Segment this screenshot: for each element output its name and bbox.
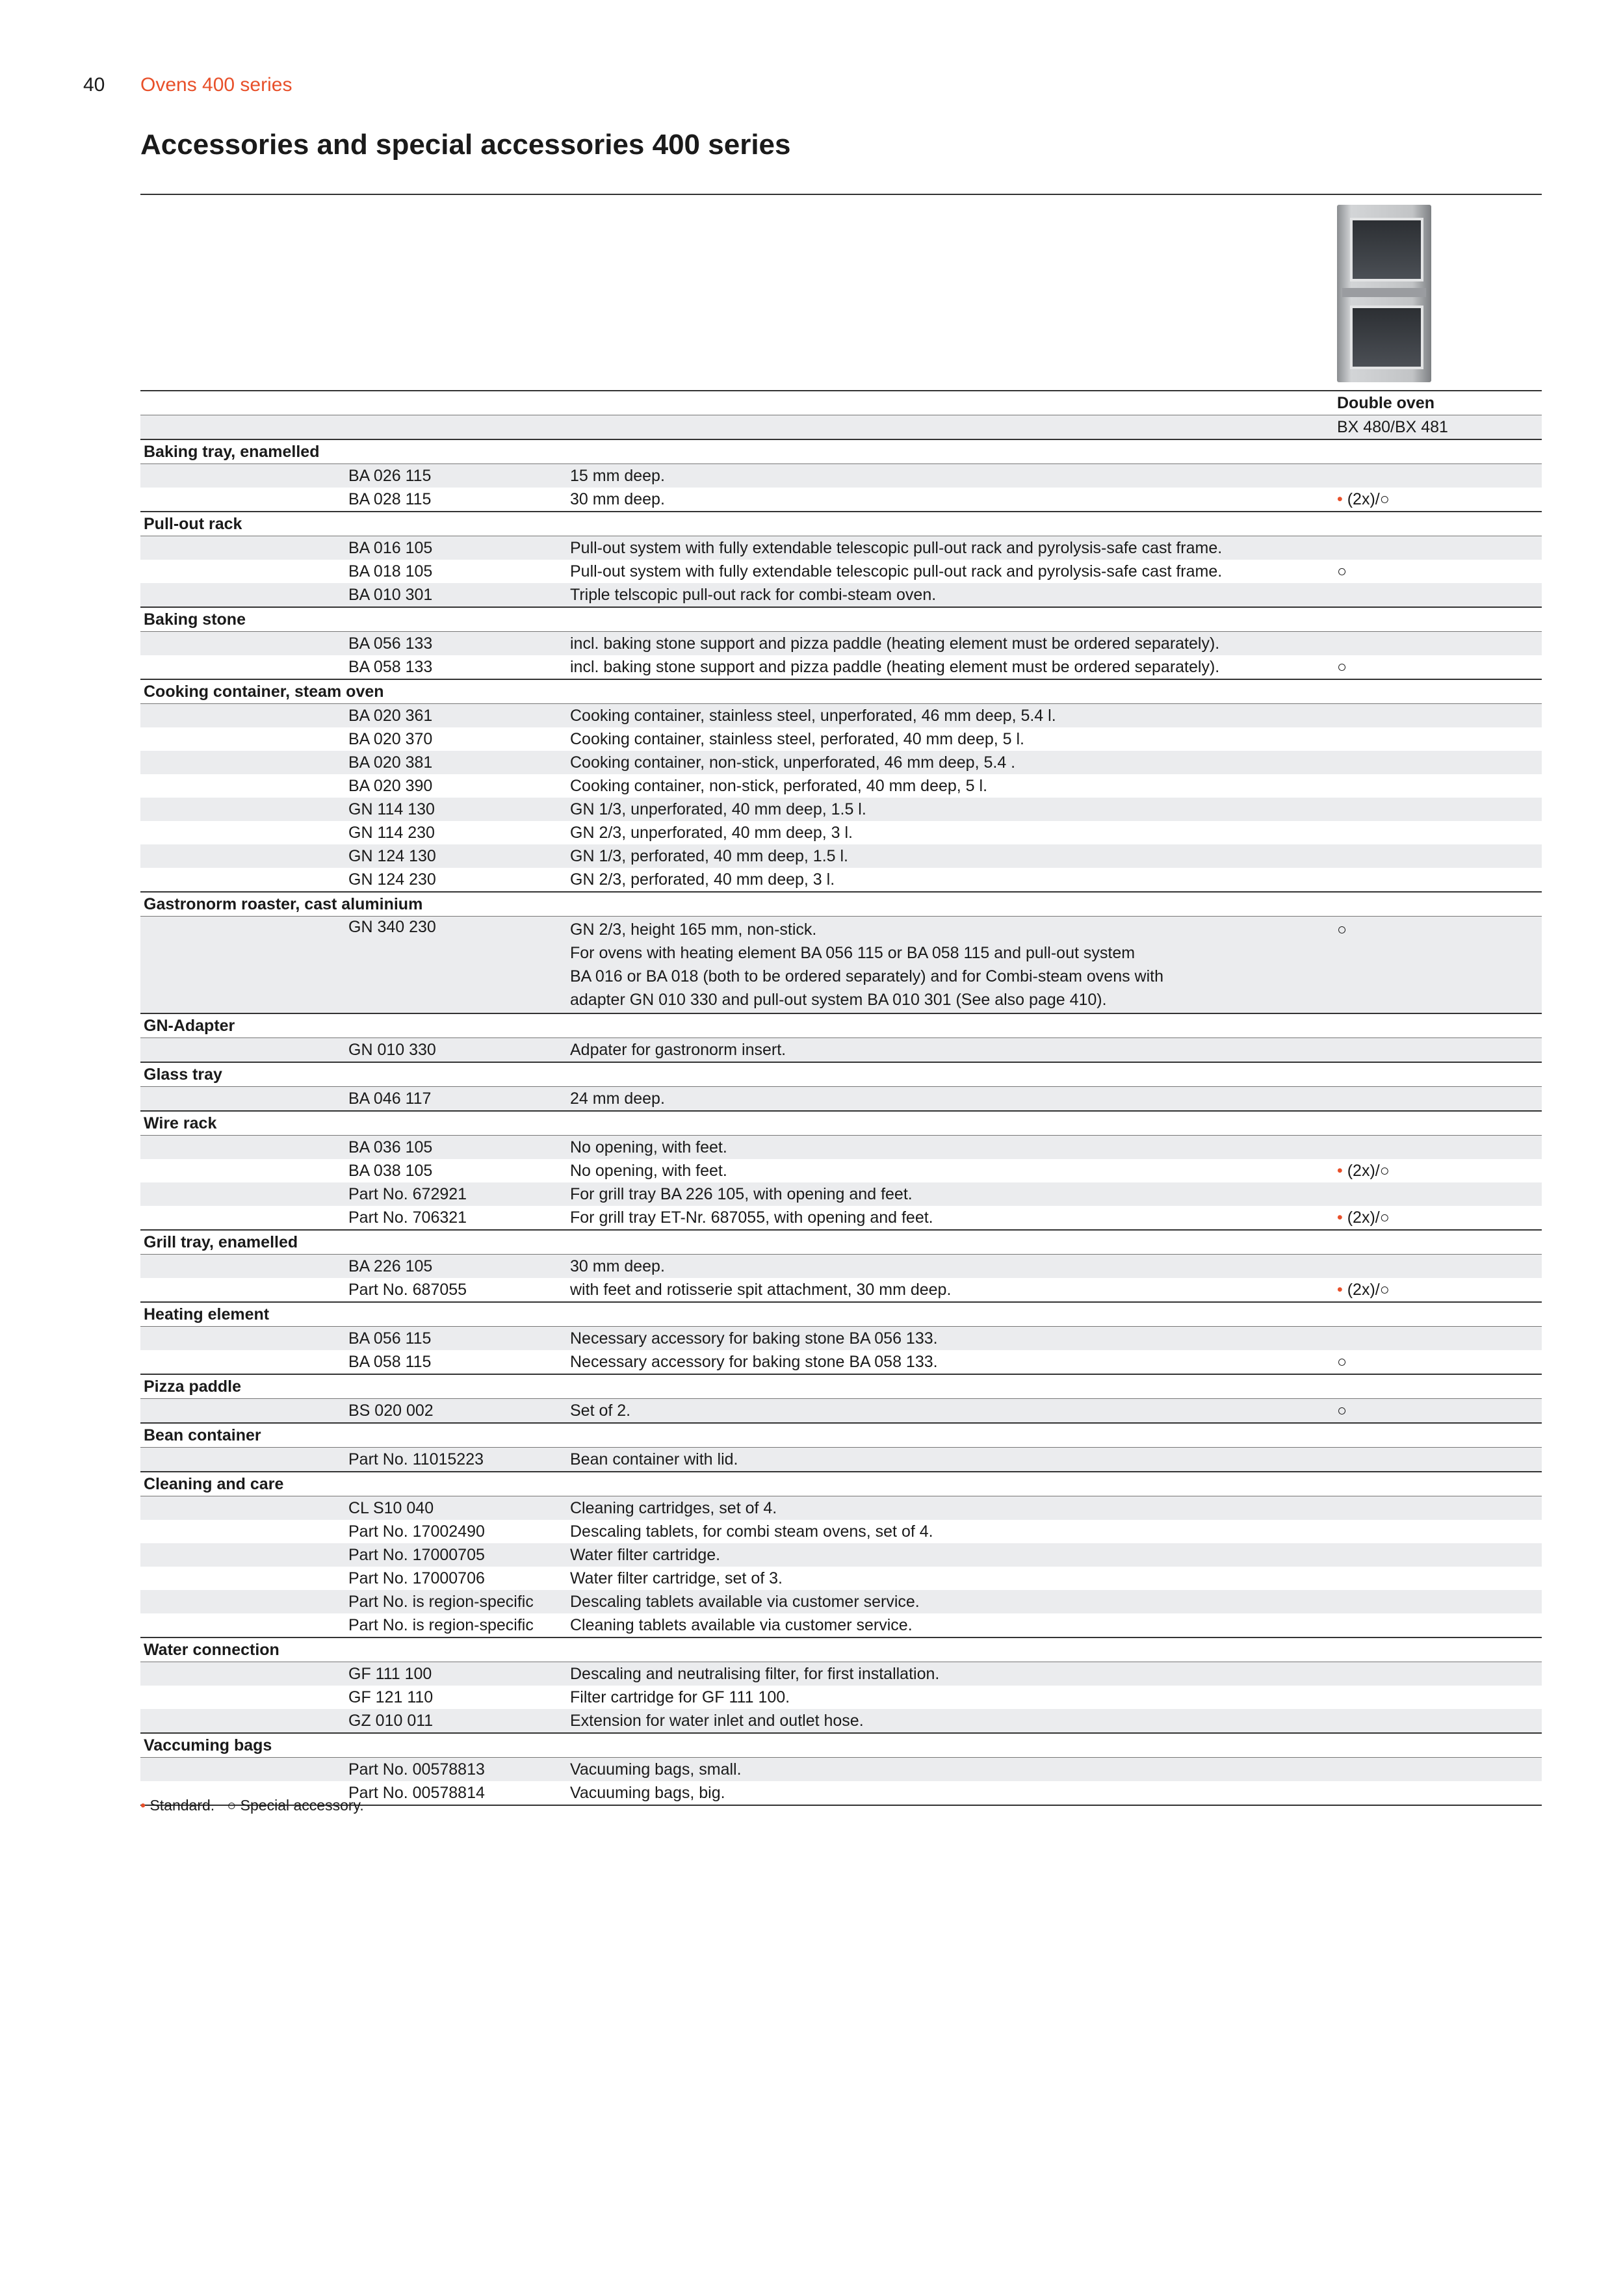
table-row xyxy=(140,1327,1542,1350)
table-row xyxy=(140,1448,1542,1471)
description-line: GN 2/3, unperforated, 40 mm deep, 3 l. xyxy=(570,823,853,842)
description-line: Necessary accessory for baking stone BA 058 133. xyxy=(570,1352,938,1371)
description xyxy=(570,658,1337,677)
description xyxy=(570,777,1337,796)
table-row xyxy=(140,1567,1542,1590)
mark-text: ○ xyxy=(1337,920,1347,939)
description xyxy=(570,1665,1337,1684)
article-code: BA 020 381 xyxy=(348,753,433,772)
article-code: Part No. 00578813 xyxy=(348,1760,485,1779)
standard-dot-icon: • xyxy=(1337,1161,1343,1180)
table-row xyxy=(140,727,1542,751)
category-row xyxy=(140,1374,1542,1399)
description xyxy=(570,1138,1337,1157)
table-row xyxy=(140,488,1542,511)
availability-mark xyxy=(1337,562,1542,581)
availability-mark xyxy=(1337,658,1542,677)
description-line: Cleaning tablets available via customer service. xyxy=(570,1615,913,1634)
table-row xyxy=(140,1613,1542,1637)
legend-standard: Standard. xyxy=(149,1797,215,1814)
description-line: 30 mm deep. xyxy=(570,489,665,508)
table-row xyxy=(140,536,1542,560)
category-label: Vaccuming bags xyxy=(144,1736,272,1755)
mark-text: (2x)/○ xyxy=(1347,1208,1390,1227)
table-row xyxy=(140,798,1542,821)
article-code: BA 016 105 xyxy=(348,538,433,557)
category-label: Heating element xyxy=(144,1305,270,1324)
description xyxy=(570,490,1337,509)
description xyxy=(570,1784,1337,1803)
page-number: 40 xyxy=(83,74,105,96)
description xyxy=(570,1329,1337,1348)
description-line: 15 mm deep. xyxy=(570,466,665,485)
description-line: Cooking container, non-stick, perforated, 40 mm deep, 5 l. xyxy=(570,776,988,795)
category-row xyxy=(140,1732,1542,1758)
mark-text: ○ xyxy=(1337,562,1347,581)
description xyxy=(570,1499,1337,1518)
category-row xyxy=(140,439,1542,464)
availability-mark xyxy=(1337,1208,1542,1227)
standard-dot-icon: • xyxy=(1337,489,1343,508)
description xyxy=(570,1257,1337,1276)
description-line: Cooking container, stainless steel, perforated, 40 mm deep, 5 l. xyxy=(570,729,1024,748)
description-line: Bean container with lid. xyxy=(570,1450,738,1468)
table-row xyxy=(140,704,1542,727)
description xyxy=(570,1281,1337,1299)
table-row xyxy=(140,632,1542,655)
category-row xyxy=(140,607,1542,632)
article-code: Part No. 687055 xyxy=(348,1280,467,1299)
special-circle-icon: ○ xyxy=(227,1797,237,1814)
article-code: GN 010 330 xyxy=(348,1040,436,1059)
article-code: BA 046 117 xyxy=(348,1089,432,1108)
table-row xyxy=(140,1182,1542,1206)
article-code: Part No. is region-specific xyxy=(348,1615,534,1634)
article-code: Part No. 706321 xyxy=(348,1208,467,1227)
table-row xyxy=(140,583,1542,607)
description xyxy=(570,1546,1337,1565)
article-code: Part No. 11015223 xyxy=(348,1450,484,1468)
description-line: Descaling tablets, for combi steam ovens, set of 4. xyxy=(570,1522,933,1541)
description xyxy=(570,562,1337,581)
article-code: BA 036 105 xyxy=(348,1138,433,1156)
article-code: BA 058 115 xyxy=(348,1352,432,1371)
table-row xyxy=(140,1709,1542,1732)
category-label: Bean container xyxy=(144,1426,261,1444)
description-line: Necessary accessory for baking stone BA 056 133. xyxy=(570,1329,938,1348)
article-code: GN 340 230 xyxy=(348,918,436,936)
availability-mark xyxy=(1337,1353,1542,1372)
table-row xyxy=(140,655,1542,679)
table-row xyxy=(140,1520,1542,1543)
category-row xyxy=(140,679,1542,704)
category-label: Pizza paddle xyxy=(144,1377,242,1396)
table-row xyxy=(140,1399,1542,1422)
table-row xyxy=(140,1686,1542,1709)
mark-text: (2x)/○ xyxy=(1347,1161,1390,1180)
description-line: No opening, with feet. xyxy=(570,1161,727,1180)
article-code: Part No. 00578814 xyxy=(348,1783,485,1802)
description-line: incl. baking stone support and pizza paddle (heating element must be ordered separately). xyxy=(570,657,1220,676)
availability-mark xyxy=(1337,918,1542,941)
category-label: Glass tray xyxy=(144,1065,222,1084)
description-line: Water filter cartridge, set of 3. xyxy=(570,1569,783,1587)
table-row xyxy=(140,1496,1542,1520)
table-row xyxy=(140,868,1542,891)
description xyxy=(570,1522,1337,1541)
description xyxy=(570,1208,1337,1227)
category-label: Gastronorm roaster, cast aluminium xyxy=(144,894,423,913)
standard-dot-icon: • xyxy=(1337,1208,1343,1227)
description xyxy=(570,918,1337,1011)
article-code: BA 010 301 xyxy=(348,585,433,604)
description xyxy=(570,1760,1337,1779)
table-row xyxy=(140,1278,1542,1301)
description xyxy=(570,800,1337,819)
description-line: For grill tray BA 226 105, with opening and feet. xyxy=(570,1184,913,1203)
description xyxy=(570,1185,1337,1204)
description-line: For grill tray ET-Nr. 687055, with opening and feet. xyxy=(570,1208,933,1227)
article-code: BA 056 115 xyxy=(348,1329,432,1348)
article-code: CL S10 040 xyxy=(348,1498,434,1517)
category-row xyxy=(140,1422,1542,1448)
description-line: Pull-out system with fully extendable telescopic pull-out rack and pyrolysis-safe cast frame. xyxy=(570,538,1223,557)
description-line: 24 mm deep. xyxy=(570,1089,665,1108)
page-title: Accessories and special accessories 400 series xyxy=(140,129,791,161)
description xyxy=(570,1089,1337,1108)
category-label: GN-Adapter xyxy=(144,1016,235,1035)
category-row xyxy=(140,1471,1542,1496)
description xyxy=(570,1041,1337,1060)
description-line: Filter cartridge for GF 111 100. xyxy=(570,1688,790,1706)
category-row xyxy=(140,1062,1542,1087)
table-row xyxy=(140,751,1542,774)
description-line: Water filter cartridge. xyxy=(570,1545,721,1564)
category-row xyxy=(140,1301,1542,1327)
table-row xyxy=(140,1255,1542,1278)
table-row xyxy=(140,1662,1542,1686)
category-row xyxy=(140,1013,1542,1038)
section-title: Ovens 400 series xyxy=(140,74,292,96)
description xyxy=(570,847,1337,866)
description-line: Cooking container, non-stick, unperforated, 46 mm deep, 5.4 . xyxy=(570,753,1016,772)
article-code: BA 020 370 xyxy=(348,729,433,748)
description xyxy=(570,1593,1337,1611)
article-code: GN 124 230 xyxy=(348,870,436,889)
article-code: BA 226 105 xyxy=(348,1257,433,1275)
mark-text: (2x)/○ xyxy=(1347,1280,1390,1299)
article-code: GN 114 230 xyxy=(348,823,435,842)
description-line: GN 1/3, perforated, 40 mm deep, 1.5 l. xyxy=(570,846,849,865)
description-line: adapter GN 010 330 and pull-out system BA 010 301 (See also page 410). xyxy=(570,991,1107,1009)
article-code: BA 020 361 xyxy=(348,706,433,725)
table-row xyxy=(140,1038,1542,1062)
legend xyxy=(140,1797,364,1814)
description xyxy=(570,707,1337,725)
description-line: Cooking container, stainless steel, unperforated, 46 mm deep, 5.4 l. xyxy=(570,706,1056,725)
mark-text: (2x)/○ xyxy=(1347,489,1390,508)
article-code: BA 058 133 xyxy=(348,657,433,676)
table-row xyxy=(140,844,1542,868)
category-label: Baking tray, enamelled xyxy=(144,442,320,461)
mark-text: ○ xyxy=(1337,657,1347,676)
description-line: BA 016 or BA 018 (both to be ordered separately) and for Combi-steam ovens with xyxy=(570,967,1164,985)
description-line: incl. baking stone support and pizza paddle (heating element must be ordered separately). xyxy=(570,634,1220,653)
description-line: with feet and rotisserie spit attachment, 30 mm deep. xyxy=(570,1280,952,1299)
description-line: Descaling tablets available via customer service. xyxy=(570,1592,920,1611)
description-line: Triple telscopic pull-out rack for combi-steam oven. xyxy=(570,585,937,604)
double-oven-image xyxy=(1337,205,1431,382)
description-line: GN 2/3, perforated, 40 mm deep, 3 l. xyxy=(570,870,835,889)
description xyxy=(570,824,1337,842)
table-row xyxy=(140,774,1542,798)
mark-text: ○ xyxy=(1337,1401,1347,1420)
article-code: Part No. 17002490 xyxy=(348,1522,485,1541)
article-code: BS 020 002 xyxy=(348,1401,434,1420)
description xyxy=(570,1569,1337,1588)
description xyxy=(570,539,1337,558)
legend-special: Special accessory. xyxy=(240,1797,364,1814)
article-code: Part No. is region-specific xyxy=(348,1592,534,1611)
description xyxy=(570,1688,1337,1707)
description xyxy=(570,870,1337,889)
mark-text: ○ xyxy=(1337,1352,1347,1371)
category-label: Water connection xyxy=(144,1640,279,1659)
category-label: Grill tray, enamelled xyxy=(144,1233,298,1251)
description xyxy=(570,1712,1337,1730)
column-header-row xyxy=(140,390,1542,415)
description-line: Cleaning cartridges, set of 4. xyxy=(570,1498,777,1517)
article-code: GN 114 130 xyxy=(348,800,435,818)
description xyxy=(570,1450,1337,1469)
description xyxy=(570,634,1337,653)
description-line: 30 mm deep. xyxy=(570,1257,665,1275)
description-line: GN 2/3, height 165 mm, non-stick. xyxy=(570,920,817,939)
table-row xyxy=(140,1159,1542,1182)
article-code: Part No. 17000706 xyxy=(348,1569,485,1587)
column-model-row xyxy=(140,415,1542,439)
article-code: Part No. 672921 xyxy=(348,1184,467,1203)
category-row xyxy=(140,1229,1542,1255)
availability-mark xyxy=(1337,1162,1542,1181)
availability-mark xyxy=(1337,490,1542,509)
accessories-table xyxy=(140,194,1542,1806)
table-row xyxy=(140,1758,1542,1781)
description-line: Descaling and neutralising filter, for first installation. xyxy=(570,1664,940,1683)
description-line: Pull-out system with fully extendable telescopic pull-out rack and pyrolysis-safe cast frame. xyxy=(570,562,1223,581)
description-line: For ovens with heating element BA 056 115 or BA 058 115 and pull-out system xyxy=(570,944,1136,962)
category-row xyxy=(140,891,1542,917)
description-line: Extension for water inlet and outlet hose. xyxy=(570,1711,864,1730)
column-model: BX 480/BX 481 xyxy=(1337,417,1448,436)
standard-dot-icon: • xyxy=(1337,1280,1343,1299)
column-name: Double oven xyxy=(1337,393,1435,412)
category-label: Pull-out rack xyxy=(144,514,242,533)
article-code: Part No. 17000705 xyxy=(348,1545,485,1564)
table-row xyxy=(140,1590,1542,1613)
availability-mark xyxy=(1337,1281,1542,1299)
description-line: Vacuuming bags, big. xyxy=(570,1783,725,1802)
description-line: Set of 2. xyxy=(570,1401,631,1420)
table-row xyxy=(140,560,1542,583)
description xyxy=(570,1353,1337,1372)
table-row xyxy=(140,1136,1542,1159)
table-row xyxy=(140,464,1542,488)
article-code: BA 038 105 xyxy=(348,1161,433,1180)
description xyxy=(570,753,1337,772)
article-code: BA 020 390 xyxy=(348,776,433,795)
category-label: Cleaning and care xyxy=(144,1474,284,1493)
table-row xyxy=(140,1087,1542,1110)
description xyxy=(570,1162,1337,1181)
article-code: GF 111 100 xyxy=(348,1664,432,1683)
description-line: Vacuuming bags, small. xyxy=(570,1760,742,1779)
article-code: GZ 010 011 xyxy=(348,1711,434,1730)
description-line: No opening, with feet. xyxy=(570,1138,727,1156)
product-image-row xyxy=(140,195,1542,390)
description xyxy=(570,586,1337,605)
article-code: BA 056 133 xyxy=(348,634,433,653)
category-label: Baking stone xyxy=(144,610,246,629)
table-body xyxy=(140,439,1542,1805)
standard-dot-icon: • xyxy=(140,1797,146,1814)
table-row xyxy=(140,917,1542,1013)
category-row xyxy=(140,511,1542,536)
table-row xyxy=(140,1543,1542,1567)
article-code: BA 018 105 xyxy=(348,562,433,581)
description xyxy=(570,1402,1337,1420)
description xyxy=(570,1616,1337,1635)
availability-mark xyxy=(1337,1402,1542,1420)
category-label: Wire rack xyxy=(144,1114,217,1132)
table-row xyxy=(140,1350,1542,1374)
description xyxy=(570,730,1337,749)
description-line: Adpater for gastronorm insert. xyxy=(570,1040,786,1059)
article-code: BA 026 115 xyxy=(348,466,432,485)
article-code: GF 121 110 xyxy=(348,1688,434,1706)
category-label: Cooking container, steam oven xyxy=(144,682,384,701)
table-row xyxy=(140,821,1542,844)
category-row xyxy=(140,1637,1542,1662)
category-row xyxy=(140,1110,1542,1136)
description xyxy=(570,467,1337,486)
article-code: BA 028 115 xyxy=(348,489,432,508)
table-row xyxy=(140,1206,1542,1229)
description-line: GN 1/3, unperforated, 40 mm deep, 1.5 l. xyxy=(570,800,866,818)
article-code: GN 124 130 xyxy=(348,846,436,865)
